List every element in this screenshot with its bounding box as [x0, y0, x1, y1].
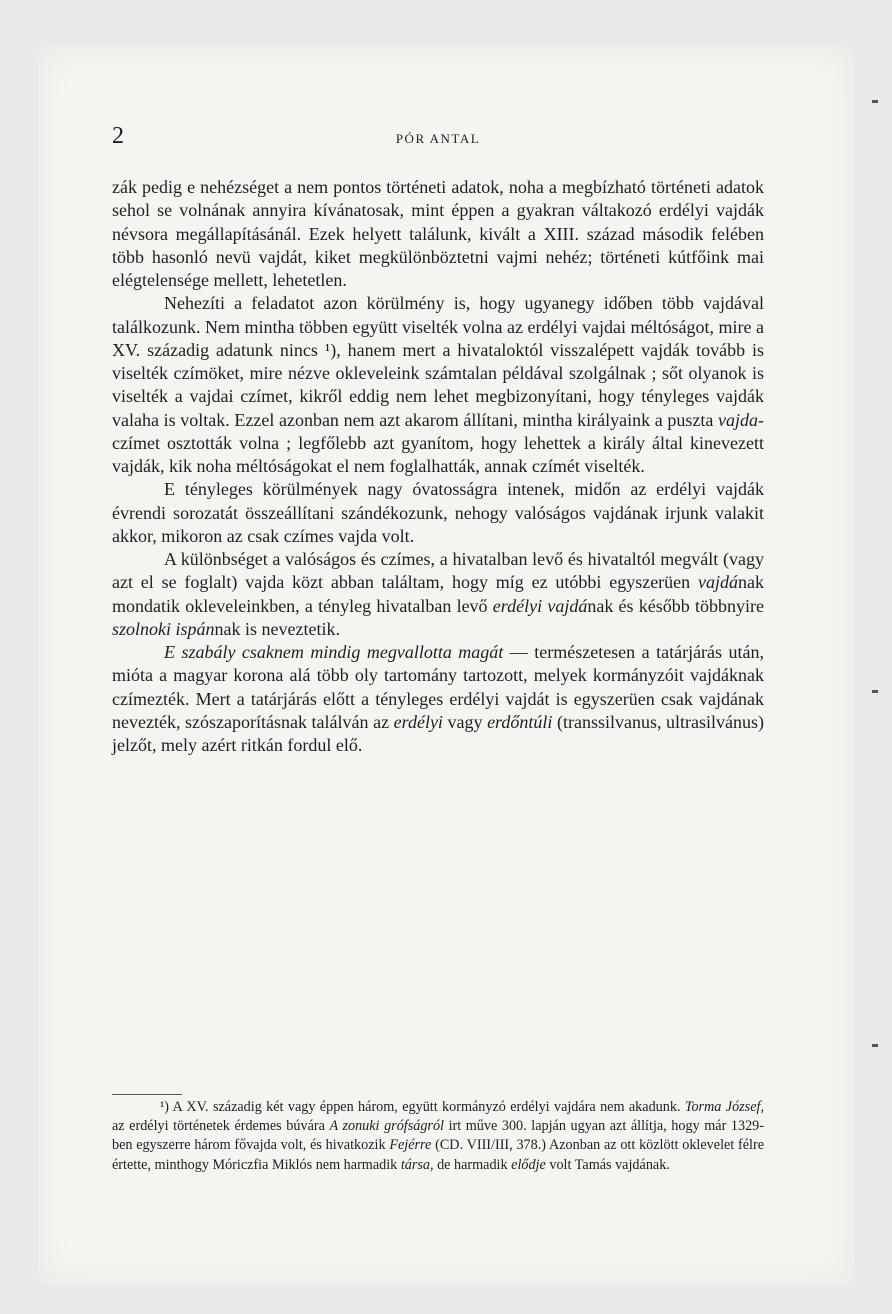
footnote-text-a: ¹) A XV. századig két vagy éppen három, együtt kormányzó erdélyi vajdára nem akadunk.: [160, 1099, 685, 1115]
paragraph-5-text-a: — természetesen a tatárjárás után, mióta a magyar korona alá több oly tartomány tartozott, melyek kormányzóit vajdáknak czímezték. Mert a tatárjárás előtt a tényleges erdélyi vajdát is egyszerüen csak vajdának nevezték, szószaporításnak találván az: [112, 642, 765, 732]
paragraph-2-italic: vajda: [718, 409, 758, 430]
paragraph-5: [112, 641, 764, 757]
footnote-rule: [112, 1094, 182, 1095]
footnote-italic-b: A zonuki grófságról: [329, 1118, 444, 1135]
paragraph-4-italic-c: szolnoki ispán: [112, 618, 215, 639]
footnote-1: [112, 1098, 764, 1175]
body-text: [112, 176, 764, 757]
paragraph-5-italic-c: erdőntúli: [487, 711, 553, 732]
paragraph-5-italic-b: erdélyi: [393, 711, 443, 732]
page-number: 2: [112, 123, 124, 149]
paragraph-3: E tényleges körülmények nagy óvatosságra intenek, midőn az erdélyi vajdák évrendi sorozatát összeállítani szándékozunk, nehogy valóságos vajdának irjunk valakit akkor, mikoron az csak czímes vajda volt.: [112, 479, 764, 546]
page-header: [112, 123, 764, 152]
footnote-text-f: volt Tamás vajdának.: [545, 1156, 670, 1173]
paragraph-5-italic-a: E szabály csaknem mindig megvallotta magát: [164, 642, 504, 662]
footnote-text-e: , de harmadik: [429, 1156, 512, 1173]
footnote-italic-d: társa: [400, 1156, 430, 1173]
paragraph-5-text-c: (transsilvanus, ultrasilvánus) jelzőt, mely azért ritkán fordul elő.: [112, 711, 764, 755]
paragraph-4-text-d: nak is neveztetik.: [214, 618, 340, 639]
scan-edge-mark: [872, 1044, 878, 1047]
paragraph-4-text-b: nak mondatik okleveleinkben, a tényleg hivatalban levő: [112, 572, 764, 616]
paragraph-2-text-b: -czímet osztották volna ; legfőlebb azt gyanítom, hogy lehettek a király által kinevezett vajdák, kik noha méltóságokat el nem foglalhatták, annak czímét viselték.: [112, 409, 764, 476]
footnote-italic-c: Fejérre: [389, 1137, 432, 1154]
paragraph-4-text-c: nak és később többnyire: [587, 595, 764, 616]
footnote-text-c: irt műve 300. lapján ugyan azt állítja, hogy már 1329-ben egyszerre három fővajda volt, és hivatkozik: [112, 1118, 764, 1154]
paragraph-2: [112, 292, 764, 478]
paragraph-5-text-b: vagy: [442, 711, 488, 732]
paragraph-4-text-a: A különbséget a valóságos és czímes, a hivatalban levő és hivataltól megvált (vagy azt el se foglalt) vajda közt abban találtam, hogy míg ez utóbbi egyszerüen: [112, 549, 764, 593]
footnote-italic-a: Torma József: [684, 1099, 761, 1115]
footnote-text-b: , az erdélyi történetek érdemes búvára: [112, 1099, 764, 1135]
paragraph-4-italic-b: erdélyi vajdá: [492, 595, 588, 616]
paragraph-1: zák pedig e nehézséget a nem pontos történeti adatok, noha a megbízható történeti adatok sehol se volnának annyira kívánatosak, mint éppen a gyakran váltakozó erdélyi vajdák névsora megállapításánál. Ezek helyett találunk, kivált a XIII. század második felében több hasonló nevü vajdát, kiket megkülönböztetni vajmi nehéz; történeti kútfőink mai elégtelensége mellett, lehetetlen.: [112, 177, 764, 290]
paragraph-4: [112, 548, 764, 641]
footnote-text-d: (CD. VIII/III, 378.) Azonban az ott közlött oklevelet félre értette, minthogy Móriczfia Miklós nem harmadik: [112, 1137, 764, 1173]
paragraph-2-text-a: Nehezíti a feladatot azon körülmény is, hogy ugyanegy időben több vajdával találkozunk. Nem mintha többen együtt viselték volna az erdélyi vajdai méltóságot, mire a XV. századig adatunk nincs ¹), hanem mert a hivataloktól visszalépett vajdák tovább is viselték czímöket, mire nézve okleveleink számtalan példával szolgálnak ; sőt olyanok is viselték a vajdai czímet, kikről eddig nem lehet megbizonyítani, hogy tényleges vajdák valaha is voltak. Ezzel azonban nem azt akarom állítani, mintha királyaink a puszta: [112, 293, 764, 430]
running-head: PÓR ANTAL: [395, 131, 481, 146]
footnotes: [112, 1098, 764, 1175]
scan-edge-mark: [872, 690, 878, 693]
scan-edge-mark: [872, 100, 878, 103]
footnote-italic-e: elődje: [511, 1156, 546, 1173]
paragraph-4-italic-a: vajdá: [698, 572, 738, 593]
